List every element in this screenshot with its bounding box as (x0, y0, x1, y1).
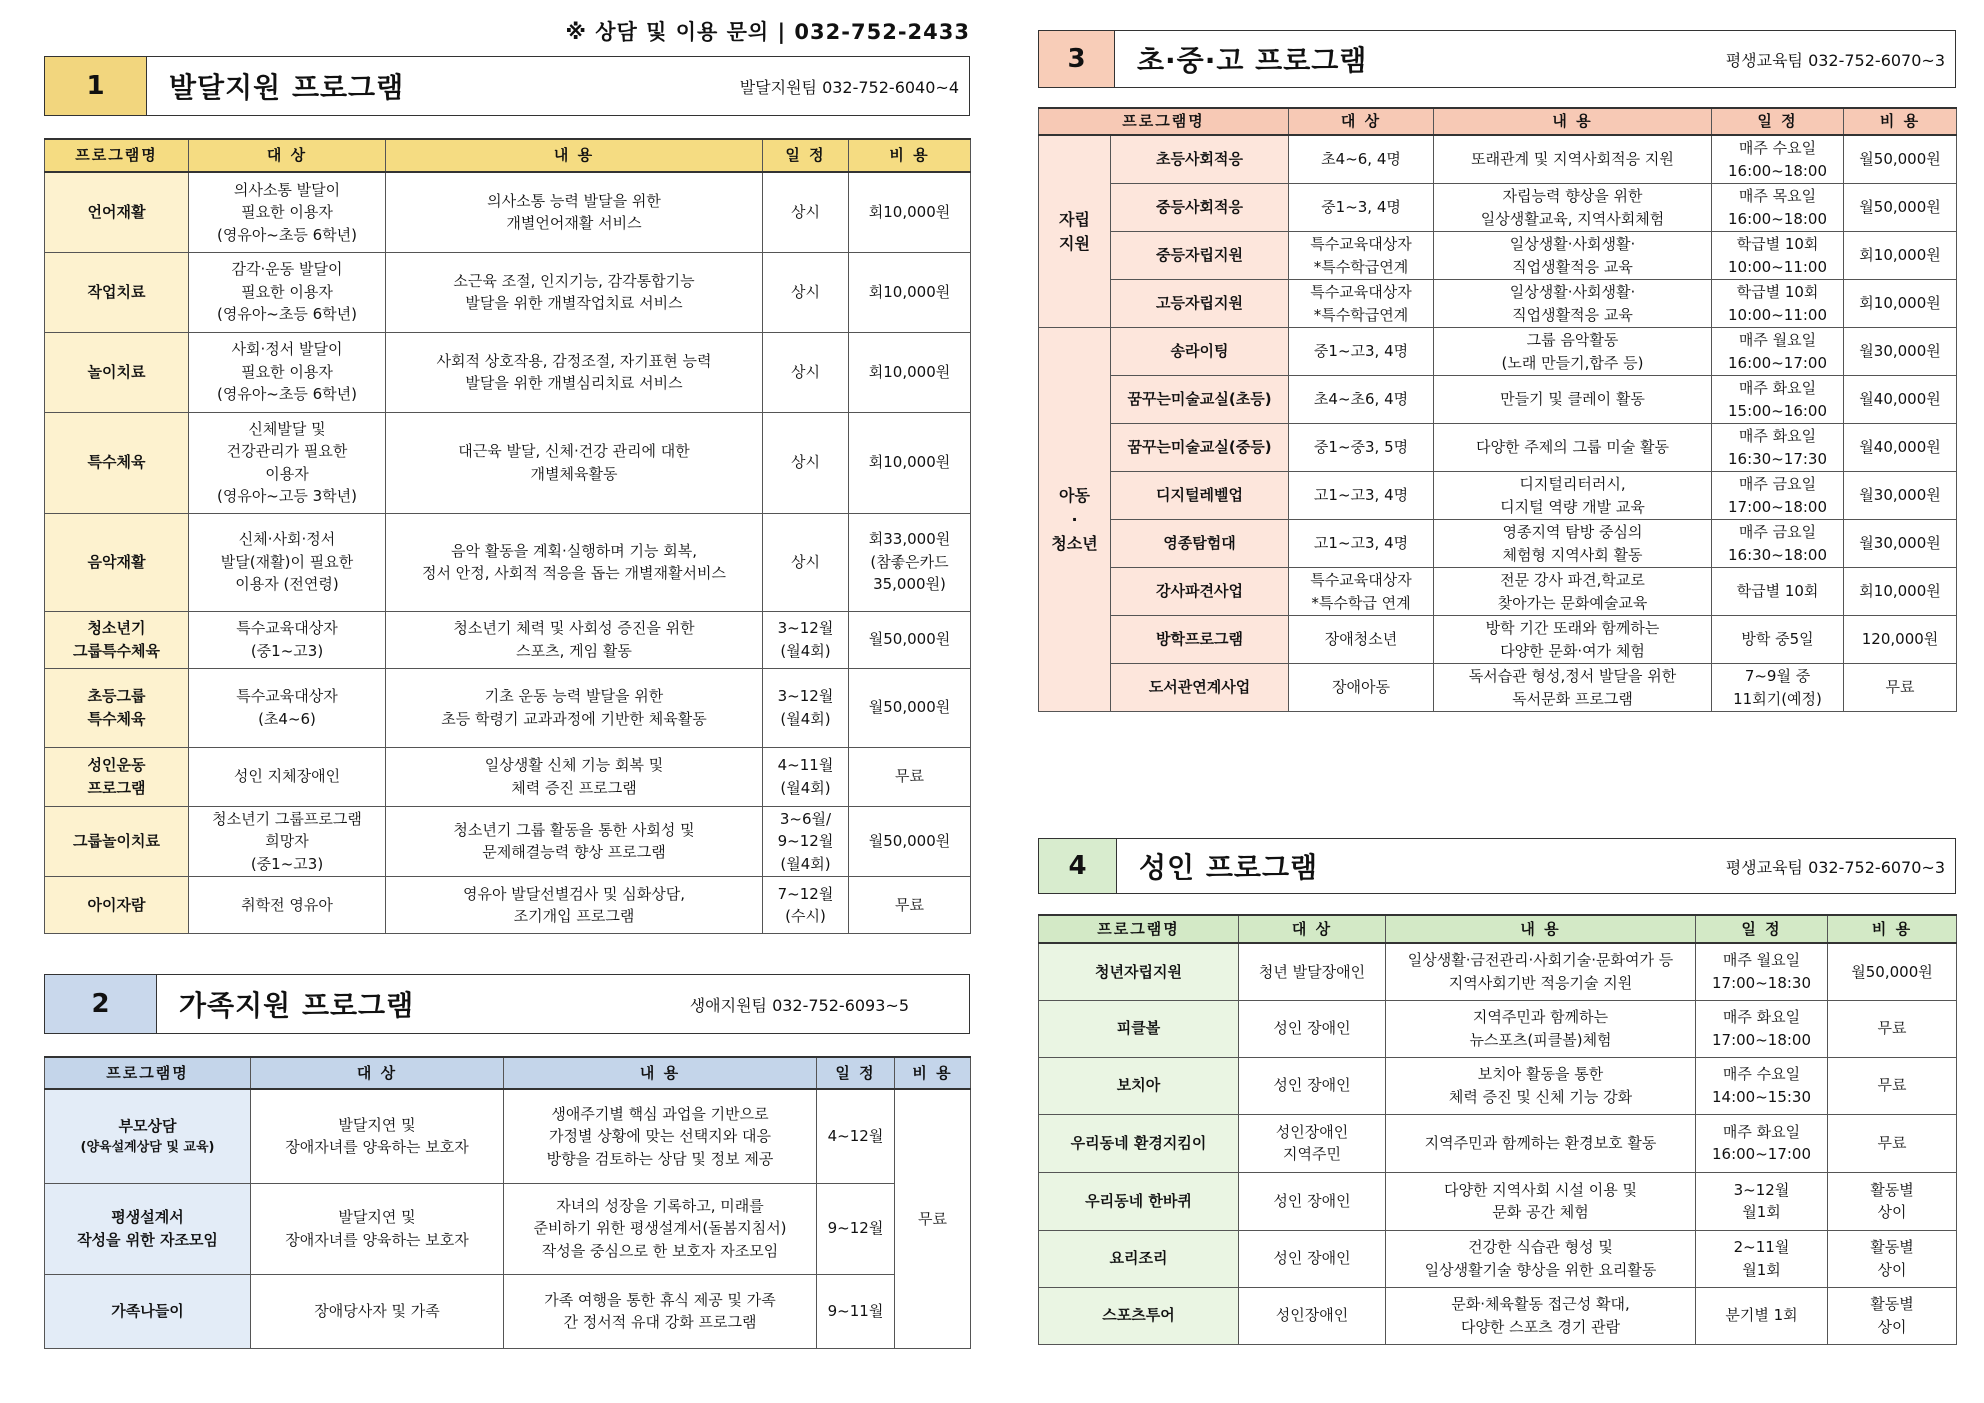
section-2-table (44, 1056, 971, 1349)
table-header-row (1039, 108, 1957, 135)
table-header-row (45, 1057, 971, 1089)
table-row (1039, 135, 1957, 184)
program-content: 전문 강사 파견,학교로 찾아가는 문화예술교육 (1434, 568, 1712, 616)
table-row (1039, 232, 1957, 280)
table-row (1039, 376, 1957, 424)
program-schedule: 매주 화요일 16:00~17:00 (1696, 1114, 1828, 1172)
group-label: 자립 지원 (1039, 135, 1111, 328)
program-schedule: 7~9월 중 11회기(예정) (1712, 664, 1844, 712)
program-content: 방학 기간 또래와 함께하는 다양한 문화·여가 체험 (1434, 616, 1712, 664)
table-row (1039, 1230, 1957, 1287)
program-content: 만들기 및 클레이 활동 (1434, 376, 1712, 424)
program-schedule: 매주 수요일 14:00~15:30 (1696, 1057, 1828, 1114)
program-schedule: 2~11월 월1회 (1696, 1230, 1828, 1287)
program-content: 디지털리터러시, 디지털 역량 개발 교육 (1434, 472, 1712, 520)
program-cost: 무료 (1828, 1000, 1957, 1057)
program-content: 일상생활 신체 기능 회복 및 체력 증진 프로그램 (386, 747, 763, 806)
program-content: 사회적 상호작용, 감정조절, 자기표현 능력 발달을 위한 개별심리치료 서비스 (386, 332, 763, 412)
section-1-header (44, 56, 970, 116)
program-target: 고1~고3, 4명 (1289, 472, 1434, 520)
section-1-number: 1 (45, 57, 147, 115)
program-name: 언어재활 (45, 172, 189, 252)
program-content: 음악 활동을 계획·실행하며 기능 회복, 정서 안정, 사회적 적응을 돕는 개별재활서비스 (386, 513, 763, 611)
program-cost: 활동별 상이 (1828, 1287, 1957, 1344)
program-content: 독서습관 형성,정서 발달을 위한 독서문화 프로그램 (1434, 664, 1712, 712)
col-cost: 비 용 (895, 1057, 971, 1089)
table-row (45, 172, 971, 252)
program-target: 특수교육대상자 (초4~6) (189, 668, 386, 747)
program-cost: 활동별 상이 (1828, 1230, 1957, 1287)
program-target: 중1~3, 4명 (1289, 184, 1434, 232)
program-schedule: 매주 화요일 16:30~17:30 (1712, 424, 1844, 472)
section-4-title: 성인 프로그램 (1139, 851, 1319, 884)
program-schedule: 매주 화요일 15:00~16:00 (1712, 376, 1844, 424)
program-content: 기초 운동 능력 발달을 위한 초등 학령기 교과과정에 기반한 체육활동 (386, 668, 763, 747)
table-row (1039, 1172, 1957, 1230)
program-cost: 무료 (1828, 1114, 1957, 1172)
program-name: 초등그룹 특수체육 (45, 668, 189, 747)
table-row (1039, 280, 1957, 328)
program-name: 꿈꾸는미술교실(초등) (1111, 376, 1289, 424)
program-cost: 월50,000원 (1844, 135, 1957, 184)
table-row (45, 1183, 971, 1274)
program-schedule: 4~12월 (817, 1089, 895, 1183)
program-target: 중1~고3, 4명 (1289, 328, 1434, 376)
program-target: 발달지연 및 장애자녀를 양육하는 보호자 (251, 1183, 504, 1274)
table-row (45, 252, 971, 332)
program-schedule: 3~12월 (월4회) (763, 668, 849, 747)
program-name: 보치아 (1039, 1057, 1239, 1114)
program-cost: 무료 (1844, 664, 1957, 712)
section-4-number: 4 (1039, 839, 1117, 893)
program-content: 문화·체육활동 접근성 확대, 다양한 스포츠 경기 관람 (1386, 1287, 1696, 1344)
program-content: 청소년기 그룹 활동을 통한 사회성 및 문제해결능력 향상 프로그램 (386, 806, 763, 877)
program-content: 소근육 조절, 인지기능, 감각통합기능 발달을 위한 개별작업치료 서비스 (386, 252, 763, 332)
program-content: 일상생활·금전관리·사회기술·문화여가 등 지역사회기반 적응기술 지원 (1386, 943, 1696, 1000)
program-cost: 회10,000원 (849, 412, 971, 513)
program-content: 영종지역 탐방 중심의 체험형 지역사회 활동 (1434, 520, 1712, 568)
program-cost: 회10,000원 (849, 252, 971, 332)
program-name: 특수체육 (45, 412, 189, 513)
program-content: 대근육 발달, 신체·건강 관리에 대한 개별체육활동 (386, 412, 763, 513)
col-name: 프로그램명 (45, 1057, 251, 1089)
program-name: 영종탐험대 (1111, 520, 1289, 568)
program-schedule: 매주 월요일 16:00~17:00 (1712, 328, 1844, 376)
table-row (45, 668, 971, 747)
program-schedule: 학급별 10회 (1712, 568, 1844, 616)
program-cost: 월50,000원 (849, 806, 971, 877)
program-name: 청년자립지원 (1039, 943, 1239, 1000)
program-content: 다양한 지역사회 시설 이용 및 문화 공간 체험 (1386, 1172, 1696, 1230)
col-name: 프로그램명 (1039, 915, 1239, 943)
program-name: 가족나들이 (111, 1301, 184, 1320)
program-cost: 회10,000원 (849, 332, 971, 412)
contact-line: ※ 상담 및 이용 문의 | 032-752-2433 (565, 20, 970, 44)
col-target: 대 상 (251, 1057, 504, 1089)
program-content: 일상생활·사회생활· 직업생활적응 교육 (1434, 232, 1712, 280)
col-target: 대 상 (189, 139, 386, 172)
program-target: 특수교육대상자 *특수학급연계 (1289, 232, 1434, 280)
col-name: 프로그램명 (1039, 108, 1289, 135)
program-cost: 무료 (849, 877, 971, 934)
program-name: 꿈꾸는미술교실(중등) (1111, 424, 1289, 472)
program-cost: 회33,000원 (참좋은카드 35,000원) (849, 513, 971, 611)
program-cost: 무료 (895, 1089, 971, 1348)
program-target: 장애당사자 및 가족 (251, 1274, 504, 1348)
program-target: 장애아동 (1289, 664, 1434, 712)
program-schedule: 7~12월 (수시) (763, 877, 849, 934)
program-content: 생애주기별 핵심 과업을 기반으로 가정별 상황에 맞는 선택지와 대응 방향을 검토하는 상담 및 정보 제공 (504, 1089, 817, 1183)
program-cost: 월40,000원 (1844, 376, 1957, 424)
program-content: 다양한 주제의 그룹 미술 활동 (1434, 424, 1712, 472)
section-3-number: 3 (1039, 31, 1115, 87)
table-row (1039, 616, 1957, 664)
program-target: 사회·정서 발달이 필요한 이용자 (영유아~초등 6학년) (189, 332, 386, 412)
program-cost: 월30,000원 (1844, 520, 1957, 568)
table-row (45, 877, 971, 934)
col-cost: 비 용 (1844, 108, 1957, 135)
table-row (1039, 943, 1957, 1000)
program-schedule: 매주 목요일 16:00~18:00 (1712, 184, 1844, 232)
program-target: 장애청소년 (1289, 616, 1434, 664)
section-2-team: 생애지원팀 032-752-6093~5 (689, 995, 909, 1015)
section-1-table (44, 138, 971, 934)
program-cost: 월50,000원 (1828, 943, 1957, 1000)
program-schedule: 상시 (763, 332, 849, 412)
program-content: 일상생활·사회생활· 직업생활적응 교육 (1434, 280, 1712, 328)
section-3-title: 초·중·고 프로그램 (1137, 44, 1368, 77)
program-name-sub: (양육설계상담 및 교육) (80, 1139, 215, 1155)
program-content: 보치아 활동을 통한 체력 증진 및 신체 기능 강화 (1386, 1057, 1696, 1114)
program-cost: 무료 (1828, 1057, 1957, 1114)
col-schedule: 일 정 (817, 1057, 895, 1089)
program-target: 고1~고3, 4명 (1289, 520, 1434, 568)
table-row (1039, 424, 1957, 472)
program-target: 감각·운동 발달이 필요한 이용자 (영유아~초등 6학년) (189, 252, 386, 332)
program-name: 성인운동 프로그램 (45, 747, 189, 806)
table-row (45, 412, 971, 513)
program-cost: 회10,000원 (849, 172, 971, 252)
table-row (1039, 328, 1957, 376)
table-header-row (45, 139, 971, 172)
program-name: 놀이치료 (45, 332, 189, 412)
program-name: 청소년기 그룹특수체육 (45, 611, 189, 668)
program-target: 성인 지체장애인 (189, 747, 386, 806)
program-content: 자녀의 성장을 기록하고, 미래를 준비하기 위한 평생설계서(돌봄지침서) 작성을 중심으로 한 보호자 자조모임 (504, 1183, 817, 1274)
table-row (45, 513, 971, 611)
col-schedule: 일 정 (1696, 915, 1828, 943)
section-4-header (1038, 838, 1956, 894)
program-cost: 회10,000원 (1844, 280, 1957, 328)
section-1-title: 발달지원 프로그램 (169, 71, 405, 104)
program-schedule: 3~6월/ 9~12월 (월4회) (763, 806, 849, 877)
table-row (45, 747, 971, 806)
program-content: 건강한 식습관 형성 및 일상생활기술 향상을 위한 요리활동 (1386, 1230, 1696, 1287)
program-name: 우리동네 환경지킴이 (1039, 1114, 1239, 1172)
col-content: 내 용 (504, 1057, 817, 1089)
program-schedule: 분기별 1회 (1696, 1287, 1828, 1344)
program-cost: 무료 (849, 747, 971, 806)
program-schedule: 매주 금요일 17:00~18:00 (1712, 472, 1844, 520)
table-row (1039, 1057, 1957, 1114)
program-name: 평생설계서 작성을 위한 자조모임 (77, 1208, 218, 1249)
program-name-cell (45, 1183, 251, 1274)
program-schedule: 3~12월 (월4회) (763, 611, 849, 668)
program-name: 스포츠투어 (1039, 1287, 1239, 1344)
table-row (45, 1274, 971, 1348)
col-content: 내 용 (1386, 915, 1696, 943)
program-target: 발달지연 및 장애자녀를 양육하는 보호자 (251, 1089, 504, 1183)
program-content: 그룹 음악활동 (노래 만들기,합주 등) (1434, 328, 1712, 376)
table-header-row (1039, 915, 1957, 943)
table-row (45, 332, 971, 412)
program-content: 또래관계 및 지역사회적응 지원 (1434, 135, 1712, 184)
program-cost: 월30,000원 (1844, 328, 1957, 376)
program-name: 음악재활 (45, 513, 189, 611)
table-row (1039, 568, 1957, 616)
section-2-header (44, 974, 970, 1034)
program-target: 신체발달 및 건강관리가 필요한 이용자 (영유아~고등 3학년) (189, 412, 386, 513)
col-content: 내 용 (386, 139, 763, 172)
table-row (45, 806, 971, 877)
program-target: 특수교육대상자 *특수학급 연계 (1289, 568, 1434, 616)
table-row (1039, 1287, 1957, 1344)
program-target: 초4~초6, 4명 (1289, 376, 1434, 424)
program-name: 피클볼 (1039, 1000, 1239, 1057)
program-cost: 회10,000원 (1844, 568, 1957, 616)
program-cost: 월50,000원 (1844, 184, 1957, 232)
program-schedule: 9~11월 (817, 1274, 895, 1348)
program-cost: 월30,000원 (1844, 472, 1957, 520)
program-target: 특수교육대상자 (중1~고3) (189, 611, 386, 668)
program-name-cell (45, 1274, 251, 1348)
section-2-title: 가족지원 프로그램 (179, 989, 415, 1022)
program-name: 아이자람 (45, 877, 189, 934)
program-schedule: 학급별 10회 10:00~11:00 (1712, 232, 1844, 280)
col-target: 대 상 (1289, 108, 1434, 135)
program-content: 가족 여행을 통한 휴식 제공 및 가족 간 정서적 유대 강화 프로그램 (504, 1274, 817, 1348)
program-cost: 월50,000원 (849, 611, 971, 668)
program-name: 중등자립지원 (1111, 232, 1289, 280)
program-name: 디지털레벨업 (1111, 472, 1289, 520)
table-row (1039, 664, 1957, 712)
program-target: 성인 장애인 (1239, 1057, 1386, 1114)
section-2-number: 2 (45, 975, 157, 1033)
program-schedule: 학급별 10회 10:00~11:00 (1712, 280, 1844, 328)
program-target: 청소년기 그룹프로그램 희망자 (중1~고3) (189, 806, 386, 877)
program-target: 성인 장애인 (1239, 1000, 1386, 1057)
program-target: 초4~6, 4명 (1289, 135, 1434, 184)
col-content: 내 용 (1434, 108, 1712, 135)
section-3-team: 평생교육팀 032-752-6070~3 (1725, 50, 1945, 70)
program-schedule: 매주 월요일 17:00~18:30 (1696, 943, 1828, 1000)
program-target: 성인 장애인 (1239, 1172, 1386, 1230)
table-row (1039, 184, 1957, 232)
program-cost: 월50,000원 (849, 668, 971, 747)
program-schedule: 4~11월 (월4회) (763, 747, 849, 806)
program-cost: 회10,000원 (1844, 232, 1957, 280)
program-name: 강사파견사업 (1111, 568, 1289, 616)
program-name: 중등사회적응 (1111, 184, 1289, 232)
program-content: 지역주민과 함께하는 뉴스포츠(피클볼)체험 (1386, 1000, 1696, 1057)
program-schedule: 상시 (763, 252, 849, 332)
program-target: 성인 장애인 (1239, 1230, 1386, 1287)
program-content: 지역주민과 함께하는 환경보호 활동 (1386, 1114, 1696, 1172)
table-row (1039, 1114, 1957, 1172)
program-name-cell (45, 1089, 251, 1183)
program-target: 성인장애인 (1239, 1287, 1386, 1344)
program-name: 초등사회적응 (1111, 135, 1289, 184)
program-name: 송라이팅 (1111, 328, 1289, 376)
program-name: 방학프로그램 (1111, 616, 1289, 664)
program-name: 도서관연계사업 (1111, 664, 1289, 712)
program-schedule: 3~12월 월1회 (1696, 1172, 1828, 1230)
program-target: 성인장애인 지역주민 (1239, 1114, 1386, 1172)
program-name: 고등자립지원 (1111, 280, 1289, 328)
program-schedule: 상시 (763, 412, 849, 513)
program-target: 특수교육대상자 *특수학급연계 (1289, 280, 1434, 328)
section-3-table (1038, 107, 1957, 712)
program-name: 그룹놀이치료 (45, 806, 189, 877)
program-schedule: 방학 중5일 (1712, 616, 1844, 664)
program-target: 신체·사회·정서 발달(재활)이 필요한 이용자 (전연령) (189, 513, 386, 611)
program-schedule: 매주 화요일 17:00~18:00 (1696, 1000, 1828, 1057)
table-row (45, 1089, 971, 1183)
col-cost: 비 용 (1828, 915, 1957, 943)
section-4-team: 평생교육팀 032-752-6070~3 (1725, 857, 1945, 877)
col-target: 대 상 (1239, 915, 1386, 943)
program-name: 작업치료 (45, 252, 189, 332)
program-schedule: 9~12월 (817, 1183, 895, 1274)
col-cost: 비 용 (849, 139, 971, 172)
col-schedule: 일 정 (1712, 108, 1844, 135)
table-row (1039, 472, 1957, 520)
program-content: 청소년기 체력 및 사회성 증진을 위한 스포츠, 게임 활동 (386, 611, 763, 668)
program-target: 중1~중3, 5명 (1289, 424, 1434, 472)
program-schedule: 상시 (763, 172, 849, 252)
program-schedule: 매주 금요일 16:30~18:00 (1712, 520, 1844, 568)
program-name: 요리조리 (1039, 1230, 1239, 1287)
section-4-table (1038, 914, 1957, 1345)
col-name: 프로그램명 (45, 139, 189, 172)
program-name: 부모상담 (118, 1117, 177, 1136)
program-target: 취학전 영유아 (189, 877, 386, 934)
program-target: 의사소통 발달이 필요한 이용자 (영유아~초등 6학년) (189, 172, 386, 252)
program-content: 자립능력 향상을 위한 일상생활교육, 지역사회체험 (1434, 184, 1712, 232)
section-1-team: 발달지원팀 032-752-6040~4 (739, 77, 959, 97)
program-target: 청년 발달장애인 (1239, 943, 1386, 1000)
program-cost: 월40,000원 (1844, 424, 1957, 472)
table-row (45, 611, 971, 668)
program-name: 우리동네 한바퀴 (1039, 1172, 1239, 1230)
group-label: 아동 · 청소년 (1039, 328, 1111, 712)
col-schedule: 일 정 (763, 139, 849, 172)
program-content: 영유아 발달선별검사 및 심화상담, 조기개입 프로그램 (386, 877, 763, 934)
program-schedule: 상시 (763, 513, 849, 611)
section-3-header (1038, 30, 1956, 88)
table-row (1039, 520, 1957, 568)
program-cost: 120,000원 (1844, 616, 1957, 664)
program-cost: 활동별 상이 (1828, 1172, 1957, 1230)
table-row (1039, 1000, 1957, 1057)
program-content: 의사소통 능력 발달을 위한 개별언어재활 서비스 (386, 172, 763, 252)
program-schedule: 매주 수요일 16:00~18:00 (1712, 135, 1844, 184)
